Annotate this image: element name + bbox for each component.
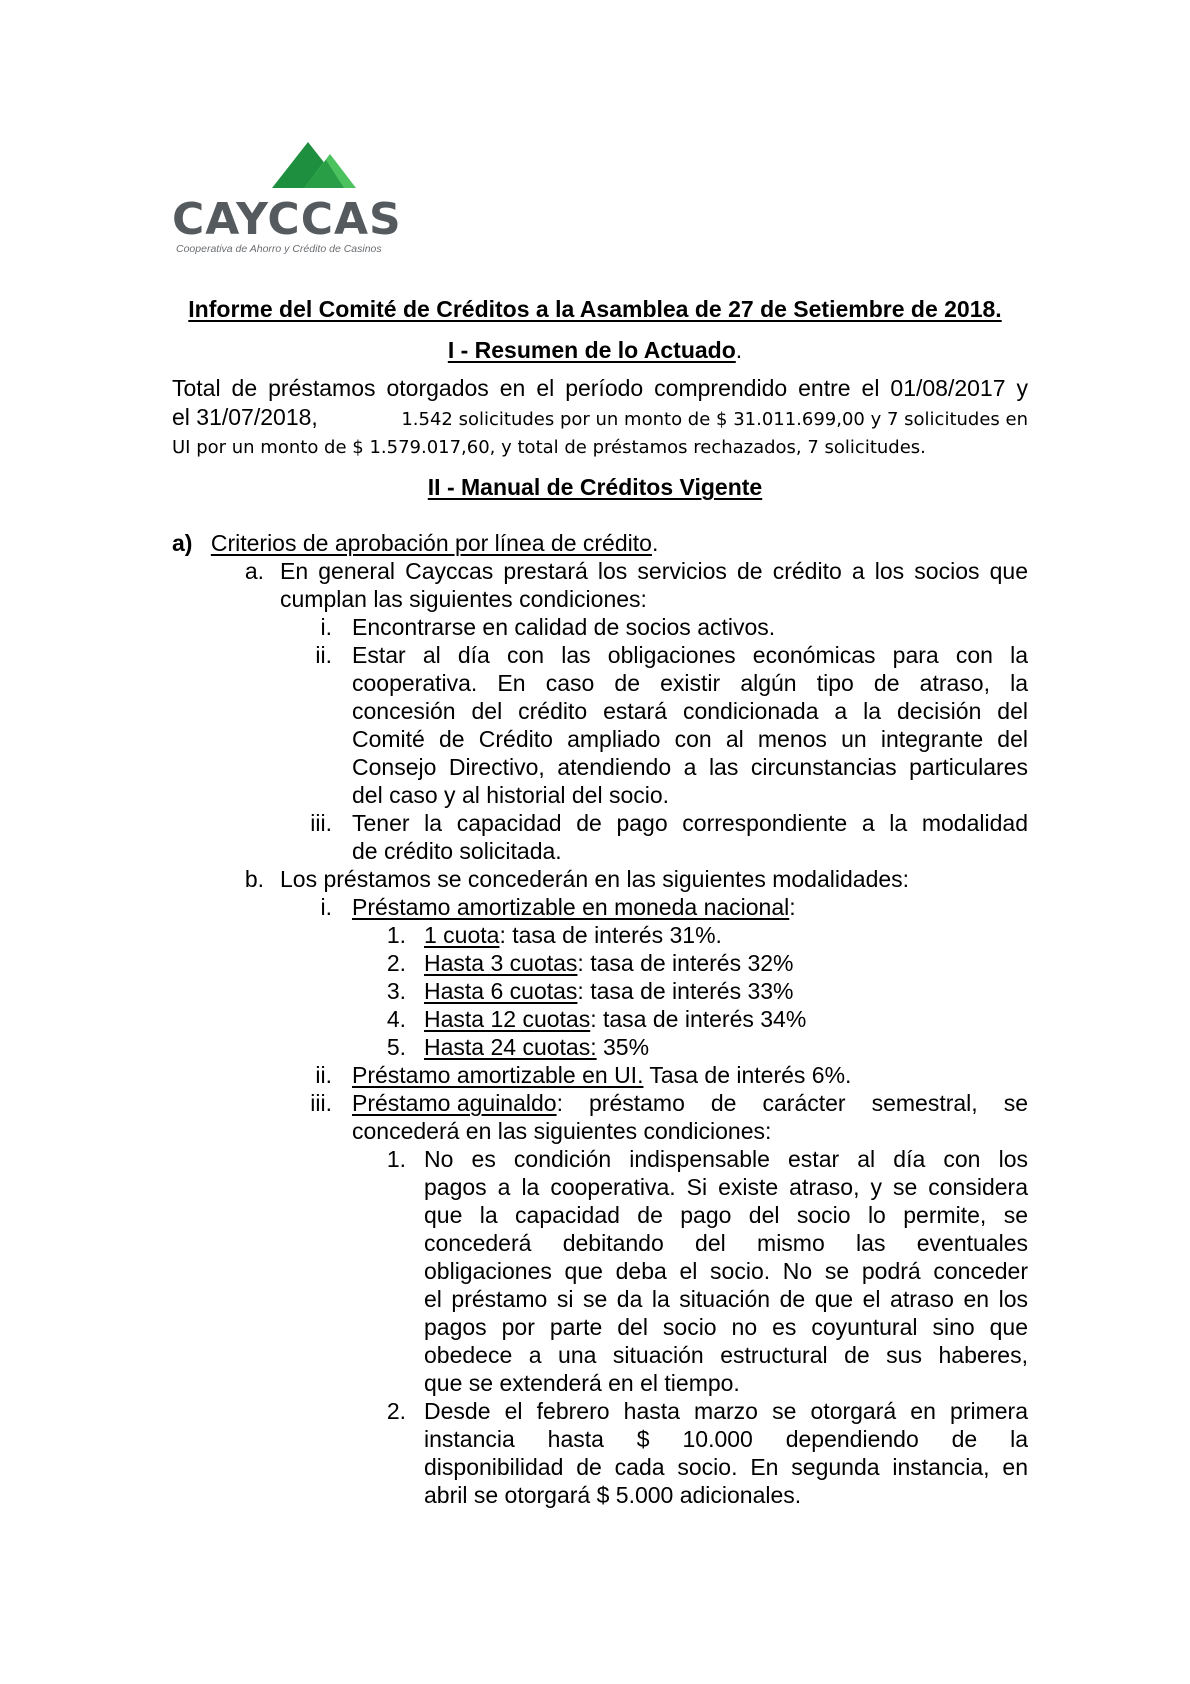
aguinaldo-2-line-1: Desde el febrero hasta marzo se otorgará en primera xyxy=(424,1398,1028,1424)
cuota-4-row xyxy=(424,1005,806,1033)
aguinaldo-1-line-6: el préstamo si se da la situación de que el atraso en los xyxy=(424,1286,1028,1312)
condition-iii-line-1: Tener la capacidad de pago correspondiente a la modalidad xyxy=(352,810,1028,836)
condition-ii-line-1: Estar al día con las obligaciones económicas para con la xyxy=(352,642,1028,668)
aguinaldo-1-line-5: obligaciones que deba el socio. No se podrá conceder xyxy=(424,1258,1028,1284)
modality-ii-row xyxy=(352,1061,851,1089)
aguinaldo-1-line-8: obedece a una situación estructural de sus haberes, xyxy=(424,1342,1028,1368)
section-1-heading-wrap xyxy=(0,336,1190,364)
cuota-2-rate: : tasa de interés 32% xyxy=(577,950,794,976)
summary-line-2-start: el 31/07/2018, xyxy=(172,404,318,430)
logo-subtitle: Cooperativa de Ahorro y Crédito de Casinos xyxy=(176,243,382,255)
condition-ii-line-6: del caso y al historial del socio. xyxy=(352,782,670,808)
condition-i-marker: i. xyxy=(320,614,332,640)
cuota-3-label: Hasta 6 cuotas xyxy=(424,978,578,1004)
cuota-1-label: 1 cuota xyxy=(424,922,500,948)
summary-line-3: UI por un monto de $ 1.579.017,60, y total de préstamos rechazados, 7 solicitudes. xyxy=(172,437,926,458)
condition-i-line-1: Encontrarse en calidad de socios activos. xyxy=(352,614,776,640)
item-a-line-2: cumplan las siguientes condiciones: xyxy=(280,586,647,612)
aguinaldo-1-line-9: que se extenderá en el tiempo. xyxy=(424,1370,740,1396)
cuota-5-row xyxy=(424,1033,649,1061)
aguinaldo-1-line-2: pagos a la cooperativa. Si existe atraso, y se considera xyxy=(424,1174,1028,1200)
item-a-marker: a. xyxy=(244,558,264,584)
cuota-3-rate: : tasa de interés 33% xyxy=(577,978,794,1004)
summary-line-1: Total de préstamos otorgados en el período comprendido entre el 01/08/2017 y xyxy=(172,375,1028,401)
cuota-4-label: Hasta 12 cuotas xyxy=(424,1006,591,1032)
modality-iii-rest: : préstamo de carácter semestral, se xyxy=(556,1090,1028,1116)
condition-iii-line-2: de crédito solicitada. xyxy=(352,838,562,864)
condition-ii-line-3: concesión del crédito estará condicionada a la decisión del xyxy=(352,698,1028,724)
modality-i-title-wrap xyxy=(352,893,796,921)
criteria-marker: a) xyxy=(172,530,193,556)
condition-ii-line-2: cooperativa. En caso de existir algún tipo de atraso, la xyxy=(352,670,1028,696)
cuota-2-marker: 2. xyxy=(386,950,406,976)
logo-wordmark: CAYCCAS xyxy=(172,194,402,245)
item-b-line-1: Los préstamos se concederán en las siguientes modalidades: xyxy=(280,866,910,892)
modality-iii-marker: iii. xyxy=(310,1090,332,1116)
aguinaldo-1-line-4: concederá debitando del mismo las eventuales xyxy=(424,1230,1028,1256)
modality-i-colon: : xyxy=(789,894,796,920)
aguinaldo-2-line-3: disponibilidad de cada socio. En segunda instancia, en xyxy=(424,1454,1028,1480)
modality-i-marker: i. xyxy=(320,894,332,920)
modality-ii-title: Préstamo amortizable en UI. xyxy=(352,1062,644,1088)
summary-line-2 xyxy=(172,403,1028,434)
section-1-heading: I - Resumen de lo Actuado xyxy=(447,337,736,363)
section-2-heading: II - Manual de Créditos Vigente xyxy=(427,474,763,500)
cuota-3-marker: 3. xyxy=(386,978,406,1004)
cuota-3-row xyxy=(424,977,794,1005)
criteria-period: . xyxy=(651,530,659,556)
modality-ii-marker: ii. xyxy=(315,1062,332,1088)
condition-ii-marker: ii. xyxy=(315,642,332,668)
modality-iii-row xyxy=(352,1089,1028,1117)
modality-iii-title: Préstamo aguinaldo xyxy=(352,1090,557,1116)
cuota-1-row xyxy=(424,921,722,949)
cuota-2-label: Hasta 3 cuotas xyxy=(424,950,578,976)
condition-ii-line-5: Consejo Directivo, atendiendo a las circunstancias particulares xyxy=(352,754,1028,780)
cuota-4-rate: : tasa de interés 34% xyxy=(590,1006,807,1032)
aguinaldo-2-marker: 2. xyxy=(386,1398,406,1424)
cuota-1-rate: : tasa de interés 31%. xyxy=(499,922,722,948)
cuota-5-label: Hasta 24 cuotas: xyxy=(424,1034,597,1060)
aguinaldo-1-line-3: que la capacidad de pago del socio lo permite, se xyxy=(424,1202,1028,1228)
item-b-marker: b. xyxy=(244,866,264,892)
aguinaldo-1-line-1: No es condición indispensable estar al día con los xyxy=(424,1146,1028,1172)
modality-i-title: Préstamo amortizable en moneda nacional xyxy=(352,894,790,920)
aguinaldo-1-marker: 1. xyxy=(386,1146,406,1172)
document-title: Informe del Comité de Créditos a la Asamblea de 27 de Setiembre de 2018. xyxy=(188,296,1002,322)
aguinaldo-2-line-2: instancia hasta $ 10.000 dependiendo de la xyxy=(424,1426,1028,1452)
aguinaldo-1-line-7: pagos por parte del socio no es coyuntural sino que xyxy=(424,1314,1028,1340)
summary-line-2-rest: 1.542 solicitudes por un monto de $ 31.011.699,00 y 7 solicitudes en xyxy=(401,409,1028,430)
cuota-5-marker: 5. xyxy=(386,1034,406,1060)
condition-iii-marker: iii. xyxy=(310,810,332,836)
aguinaldo-2-line-4: abril se otorgará $ 5.000 adicionales. xyxy=(424,1482,802,1508)
cuota-2-row xyxy=(424,949,794,977)
section-1-heading-period: . xyxy=(735,337,743,363)
criteria-heading xyxy=(172,529,658,557)
mountain-logo-icon xyxy=(270,140,370,188)
criteria-title: Criterios de aprobación por línea de crédito xyxy=(210,530,652,556)
cuota-1-marker: 1. xyxy=(386,922,406,948)
modality-iii-line-2: concederá en las siguientes condiciones: xyxy=(352,1118,772,1144)
condition-ii-line-4: Comité de Crédito ampliado con al menos un integrante del xyxy=(352,726,1028,752)
item-a-line-1: En general Cayccas prestará los servicios de crédito a los socios que xyxy=(280,558,1028,584)
cuota-5-rate: 35% xyxy=(596,1034,650,1060)
cuota-4-marker: 4. xyxy=(386,1006,406,1032)
modality-ii-rate: Tasa de interés 6%. xyxy=(643,1062,852,1088)
